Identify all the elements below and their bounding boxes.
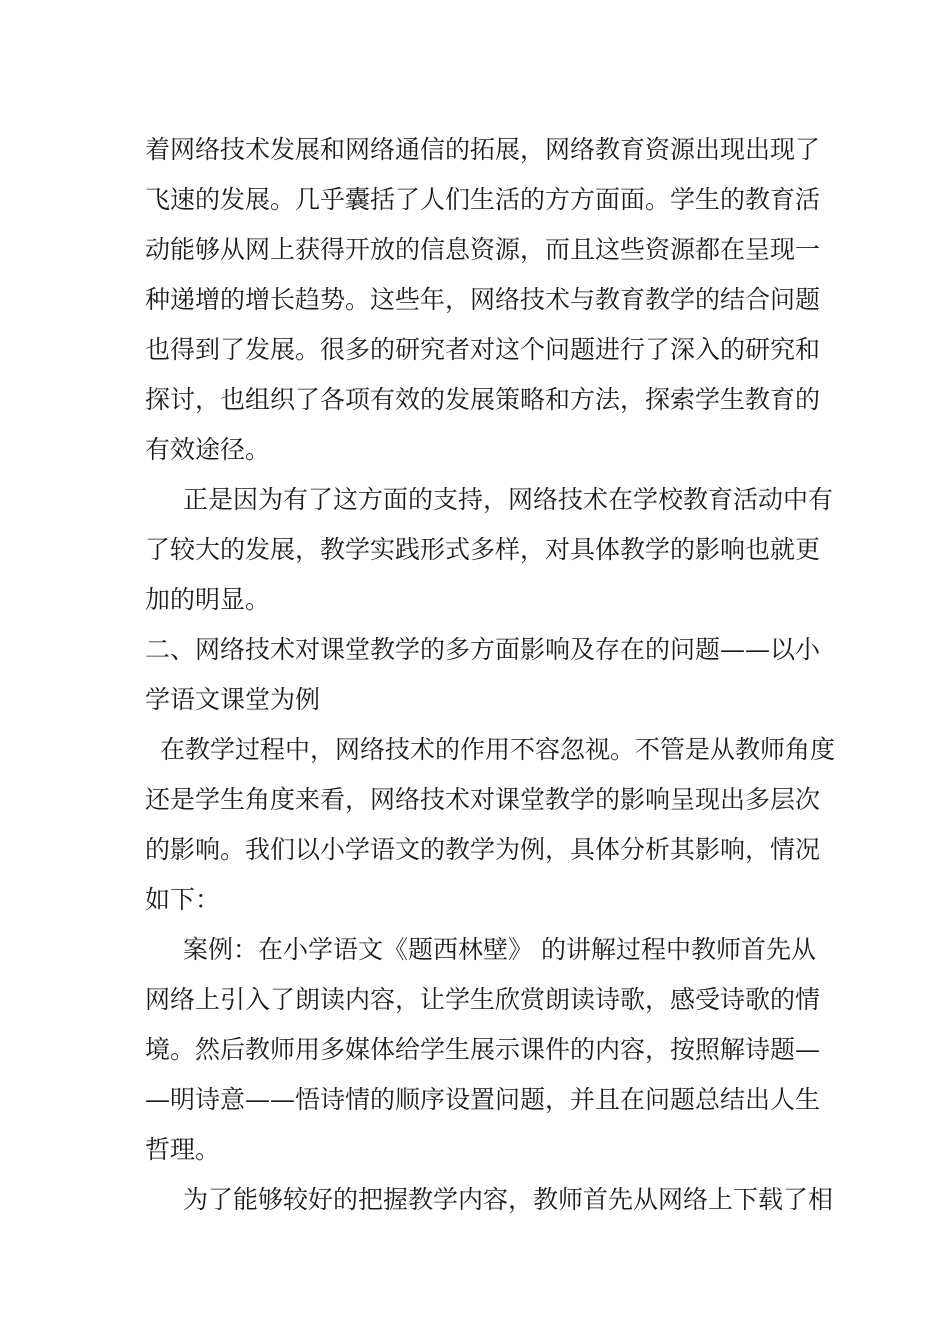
text-line: 种递增的增长趋势。这些年，网络技术与教育教学的结合问题 <box>145 285 821 314</box>
text-line: 如下： <box>145 885 221 914</box>
text-line: 网络上引入了朗读内容，让学生欣赏朗读诗歌，感受诗歌的情 <box>145 985 821 1014</box>
text-line: 哲理。 <box>145 1135 221 1164</box>
text-line: 飞速的发展。几乎囊括了人们生活的方方面面。学生的教育活 <box>145 185 821 214</box>
text-line: 着网络技术发展和网络通信的拓展，网络教育资源出现出现了 <box>145 135 821 164</box>
text-line: —明诗意——悟诗情的顺序设置问题，并且在问题总结出人生 <box>145 1085 821 1114</box>
section-heading: 学语文课堂为例 <box>145 685 321 714</box>
paragraph-first-line: 为了能够较好的把握教学内容，教师首先从网络上下载了相 <box>183 1185 834 1214</box>
text-line: 有效途径。 <box>145 435 271 464</box>
text-line: 动能够从网上获得开放的信息资源，而且这些资源都在呈现一 <box>145 235 821 264</box>
text-line: 了较大的发展，教学实践形式多样，对具体教学的影响也就更 <box>145 535 821 564</box>
text-line: 还是学生角度来看，网络技术对课堂教学的影响呈现出多层次 <box>145 785 821 814</box>
paragraph-first-line: 在教学过程中，网络技术的作用不容忽视。不管是从教师角度 <box>160 735 836 764</box>
paragraph-first-line: 案例：在小学语文《题西林壁》 的讲解过程中教师首先从 <box>183 935 816 964</box>
section-heading: 二、网络技术对课堂教学的多方面影响及存在的问题——以小 <box>145 635 821 664</box>
text-line: 探讨，也组织了各项有效的发展策略和方法，探索学生教育的 <box>145 385 821 414</box>
text-line: 境。然后教师用多媒体给学生展示课件的内容，按照解诗题— <box>145 1035 821 1064</box>
paragraph-first-line: 正是因为有了这方面的支持，网络技术在学校教育活动中有 <box>183 485 834 514</box>
text-line: 的影响。我们以小学语文的教学为例，具体分析其影响，情况 <box>145 835 821 864</box>
text-line: 也得到了发展。很多的研究者对这个问题进行了深入的研究和 <box>145 335 821 364</box>
text-line: 加的明显。 <box>145 585 271 614</box>
